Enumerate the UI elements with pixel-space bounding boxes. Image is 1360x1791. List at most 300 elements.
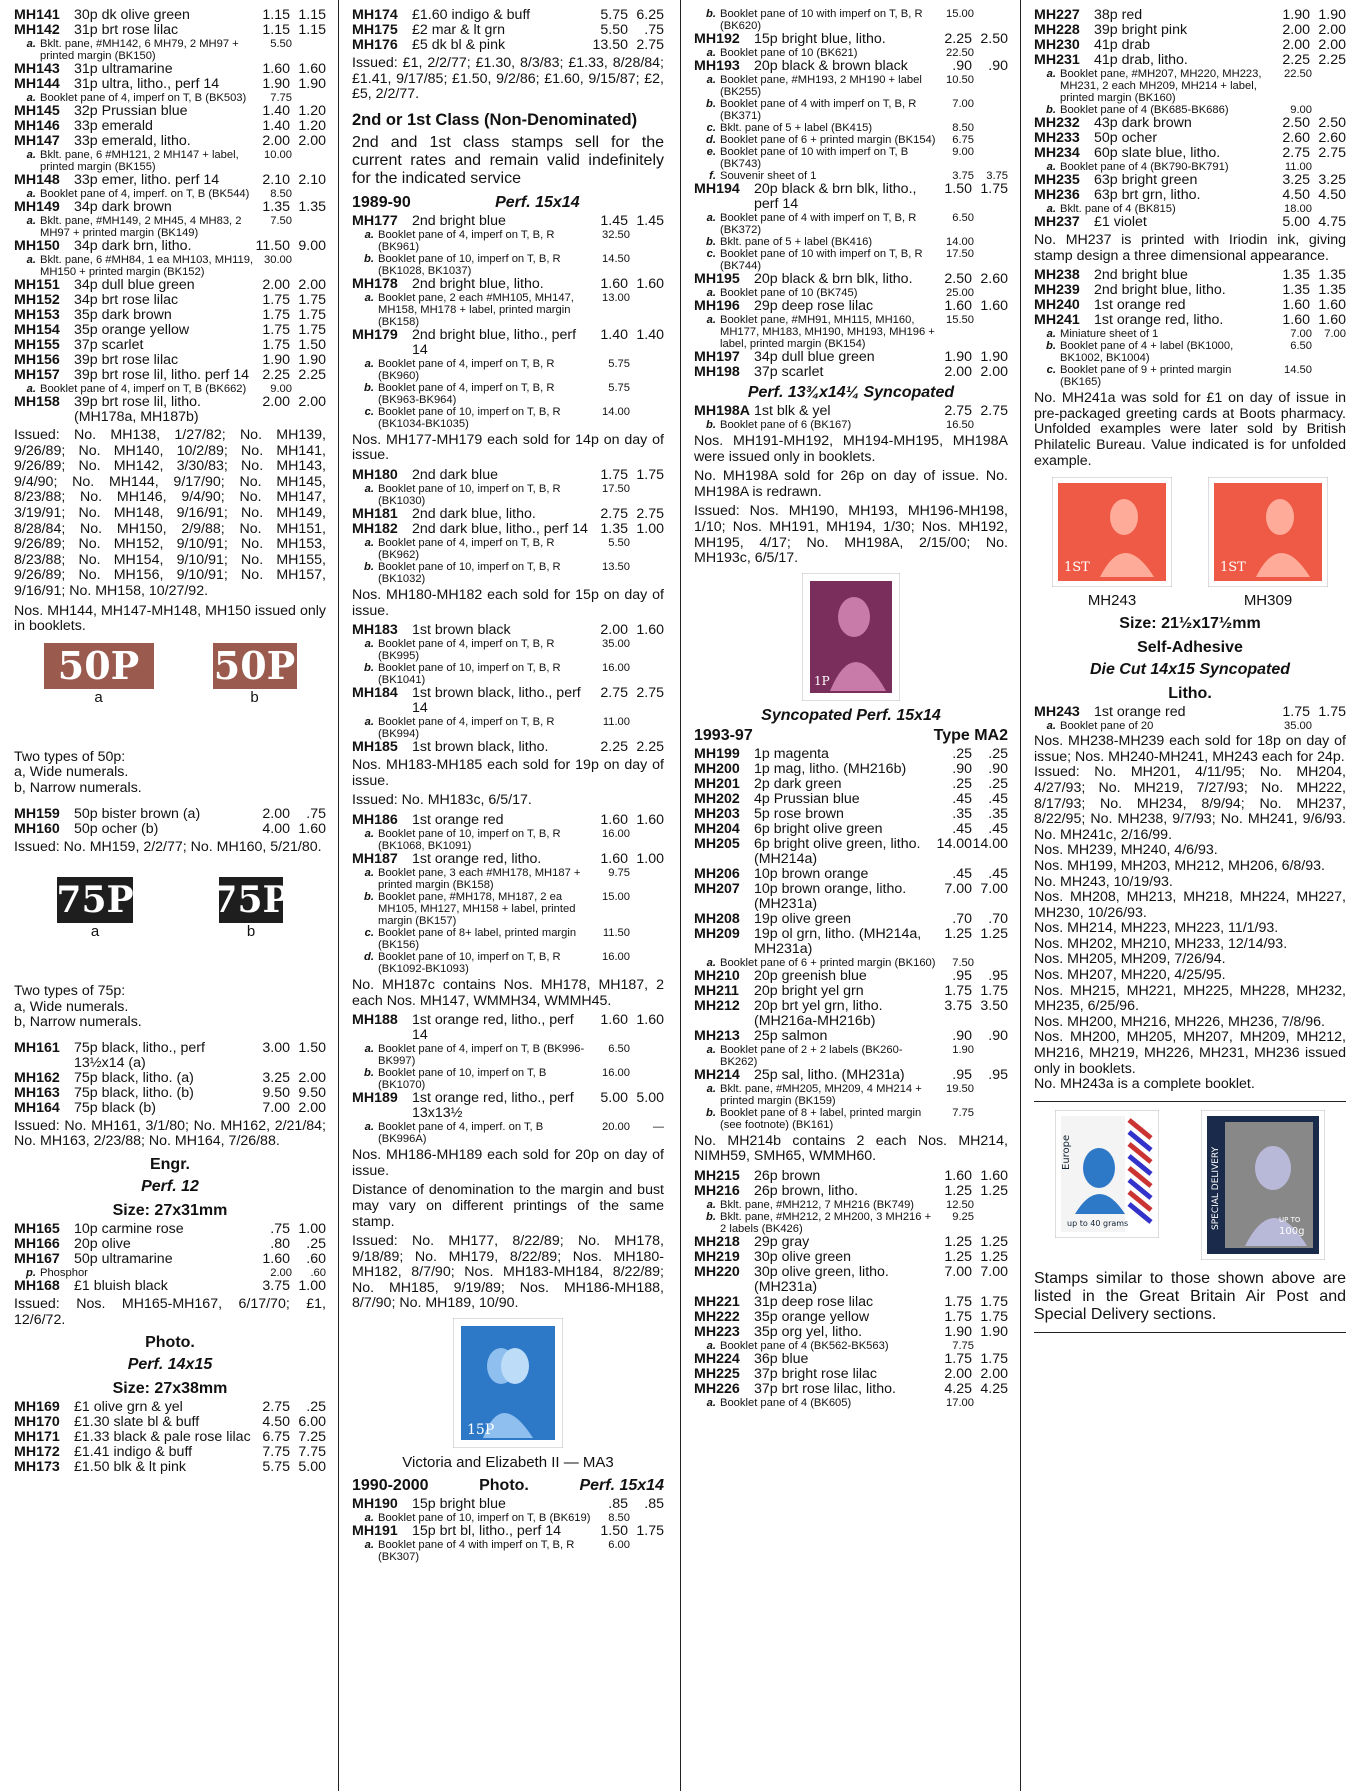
value-unused: 11.50 [602,926,630,939]
value-used [974,957,1008,969]
value-unused: 2.00 [1282,37,1310,53]
note-line: Issued: No. MH201, 4/11/95; No. MH204, 4/27/93; No. MH219, 7/27/93; No. MH222, 8/17/93; No. MH234, 8/9/94; No. MH237, 8/22/95; No. MH238, 9/7/93; No. MH241, 9/6/93. No. MH241c, 2/16/99. [1034,764,1346,843]
note: Nos. MH180-MH182 each sold for 15p on day of issue. [352,586,664,619]
value-unused: 1.75 [944,1293,972,1310]
sub-listing [694,8,1008,32]
value-unused: 35.00 [1284,720,1312,733]
catalog-number: MH163 [14,1084,60,1101]
value-used [974,1044,1008,1068]
value-used: 1.75 [636,1523,664,1540]
issued-note: Issued: No. MH183c, 6/5/17. [352,792,532,809]
listing-desc: £1.33 black & pale rose lilac [74,1429,251,1446]
value-used [974,146,1008,170]
value-unused: 1.60 [600,1012,628,1029]
value-used: 2.10 [298,172,326,188]
value-used: 1.75 [298,292,326,308]
listing-desc: Booklet pane of 4 with imperf on T, B, R (BK372) [720,212,917,236]
value-used [974,74,1008,98]
stamp-listing [694,792,1008,807]
value-used: .85 [644,1496,664,1513]
stamp-listing [14,173,326,188]
stamp-listing [694,1029,1008,1044]
stamp-listing [694,182,1008,212]
column-2 [352,8,664,1783]
stamp-listing [14,77,326,92]
stamp-listing [694,1295,1008,1310]
value-unused: 2.75 [944,403,972,419]
perf-heading: Perf. 14x15 [127,1356,213,1374]
listing-desc: Booklet pane of 10 (BK745) [720,287,858,299]
value-used [1312,68,1346,104]
value-unused: 7.00 [262,1099,290,1116]
stamp-listing [14,1237,326,1252]
perf-heading: Syncopated Perf. 15x14 [761,706,941,724]
sub-letter: c. [706,122,716,134]
stamp-listing [694,1250,1008,1265]
stamp-listing [694,1352,1008,1367]
sub-letter: a. [364,716,374,729]
value-unused: 13.00 [602,291,630,304]
listing-desc: Booklet pane, #MH91, MH115, MH160, MH177, MH183, MH190, MH193, MH196 + label, printed margin (BK154) [720,314,935,350]
value-used [974,212,1008,236]
catalog-number: MH220 [694,1263,740,1280]
stamp-caption: Victoria and Elizabeth II — MA3 [402,1454,614,1472]
value-used: 1.75 [980,1293,1008,1310]
stamp-value: 1ST [1220,560,1246,576]
listing-desc: Booklet pane of 4, imperf on T, B, R (BK995) [378,638,555,663]
value-used [630,662,664,686]
sub-letter: a. [706,74,716,86]
value-used [630,828,664,852]
value-unused: 1.35 [1282,282,1310,299]
listing-desc: Booklet pane of 10 with imperf on T, B (BK743) [720,146,909,170]
listing-desc: Booklet pane of 10, imperf on T, B (BK619) [378,1512,591,1525]
sub-listing [694,1107,1008,1131]
column-4 [1034,8,1346,1783]
value-unused: 14.00 [936,835,972,852]
sub-letter: a. [364,1539,374,1552]
value-used [1312,340,1346,364]
stamp-listing [14,323,326,338]
value-unused: 10.50 [946,74,974,86]
value-used: 1.90 [298,352,326,368]
stamp-listing [694,1382,1008,1397]
stamp-listing [14,353,326,368]
sub-letter: a. [364,827,374,840]
value-used: .60 [310,1267,326,1280]
sub-letter: a. [1046,161,1056,173]
value-unused: 17.50 [602,482,630,495]
catalog-number: MH181 [352,505,398,522]
catalog-number: MH180 [352,466,398,483]
sub-letter: b. [706,98,716,110]
catalog-number: MH239 [1034,282,1080,299]
value-unused: 11.00 [602,716,630,729]
listing-desc: 1st orange red, litho. [1094,312,1224,329]
stamp-listing [14,278,326,293]
value-used: 1.75 [298,307,326,323]
value-used: 3.25 [1318,172,1346,188]
value-used: — [652,1121,664,1134]
catalog-number: MH207 [694,880,740,897]
value-used: 2.00 [1318,37,1346,53]
value-used: 1.60 [636,622,664,639]
value-unused: 1.75 [262,322,290,338]
value-used: 7.00 [1324,328,1346,341]
sub-letter: b. [1046,104,1056,116]
value-used: 1.50 [298,1039,326,1056]
listing-desc: 1p mag, litho. (MH216b) [754,760,907,777]
catalog-number: MH168 [14,1278,60,1295]
note-line: b, Narrow numerals. [14,779,142,796]
value-used: 2.25 [636,739,664,756]
sub-listing [694,1083,1008,1107]
listing-desc: Bklt. pane, 6 #MH84, 1 ea MH103, MH119, MH150 + printed margin (BK152) [40,254,254,278]
stamp-listing [694,1235,1008,1250]
listing-desc: 20p brt yel grn, litho. (MH216a-MH216b) [754,997,883,1029]
sub-listing [352,828,664,852]
value-unused: .90 [952,1027,972,1044]
value-unused: 2.00 [1282,22,1310,38]
value-unused: 8.50 [952,122,974,134]
catalog-number: MH231 [1034,52,1080,68]
listing-desc: 50p ultramarine [74,1251,173,1268]
listing-desc: 63p bright green [1094,172,1198,188]
value-unused: 11.00 [1284,161,1312,173]
value-unused: 1.90 [262,352,290,368]
sub-letter: a. [706,314,716,326]
perf-heading: Die Cut 14x15 Syncopated [1089,661,1291,679]
stamp-listing [14,395,326,425]
listing-desc: Booklet pane of 4, imperf on T, B (BK996-BK997) [378,1043,585,1068]
sub-listing [694,314,1008,350]
value-unused: 5.50 [608,536,630,549]
listing-desc: 1st orange red, litho. [412,850,542,867]
listing-desc: Booklet pane of 10, imperf on T, B, R (BK1068, BK1091) [378,827,561,852]
sub-listing [352,716,664,740]
value-used: 14.00 [972,835,1008,852]
value-unused: 9.00 [270,383,292,395]
value-used [630,1067,664,1091]
value-used: 4.75 [1318,214,1346,230]
sub-letter: a. [26,92,36,104]
stamp-listing [352,1524,664,1539]
value-used [974,8,1008,32]
stamp-listing [694,272,1008,287]
stamp-listing [1034,188,1346,203]
sub-listing [352,891,664,927]
sub-letter: a. [26,188,36,200]
value-used: 2.25 [1318,52,1346,68]
stamp-listing [14,119,326,134]
value-unused: 5.75 [608,381,630,394]
value-unused: 4.50 [1282,187,1310,203]
stamp-listing [14,293,326,308]
value-used: 1.75 [980,1308,1008,1325]
value-used [974,1107,1008,1131]
sub-listing [352,1539,664,1563]
sub-letter: a. [364,1043,374,1056]
listing-desc: Bklt. pane of 5 + label (BK415) [720,122,873,134]
sub-listing [352,1043,664,1067]
value-unused: 1.75 [1282,704,1310,721]
value-unused: 9.00 [952,146,974,158]
value-unused: 1.75 [944,982,972,999]
stamp-listing [14,1101,326,1116]
value-unused: 1.40 [262,118,290,134]
type-label: b [250,688,259,706]
stamp-listing [352,277,664,292]
value-unused: .90 [952,58,972,74]
catalog-number: MH190 [352,1496,398,1513]
value-unused: 14.00 [946,236,974,248]
listing-desc: 1st brown black, litho., perf 14 [412,685,581,717]
value-unused: 15.50 [946,314,974,326]
value-unused: 4.25 [944,1380,972,1397]
listing-desc: 33p emerald [74,118,153,134]
stamp-image-special-delivery [1201,1110,1325,1260]
sub-listing [352,537,664,561]
value-unused: 14.50 [602,252,630,265]
sub-letter: f. [709,170,716,182]
listing-desc: Bklt. pane, #MH205, MH209, 4 MH214 + printed margin (BK159) [720,1082,922,1107]
listing-block [14,807,326,837]
value-used: 1.35 [1318,267,1346,284]
note: Nos. MH191-MH192, MH194-MH195, MH198A were issued only in booklets. [694,433,1008,465]
value-used [974,98,1008,122]
value-used: 1.75 [980,982,1008,999]
catalog-number: MH225 [694,1365,740,1382]
catalog-number: MH202 [694,790,740,807]
value-unused: 3.75 [262,1278,290,1295]
value-used: 1.75 [636,466,664,483]
note: Distance of denomination to the margin and bust may vary on different printings of the same stamp. [352,1182,664,1230]
column-1 [14,8,326,1783]
value-used [630,537,664,561]
stamp-listing [14,1279,326,1294]
catalog-number: MH218 [694,1233,740,1250]
note-line: Nos. MH215, MH221, MH225, MH228, MH232, MH235, 6/25/96. [1034,982,1346,1015]
stamp-listing [694,867,1008,882]
value-unused: 15.00 [946,8,974,20]
listing-desc: 35p orange yellow [754,1308,870,1325]
stamp-listing [694,777,1008,792]
value-used: 1.00 [298,1221,326,1238]
value-unused: 5.00 [600,1090,628,1107]
stamp-listing [14,1445,326,1460]
sub-letter: p. [26,1267,36,1280]
listing-desc: Booklet pane of 8+ label, printed margin (BK156) [378,926,577,951]
value-used: 1.60 [1318,312,1346,329]
catalog-number: MH165 [14,1221,60,1238]
sub-listing [694,419,1008,431]
value-used [292,38,326,62]
listing-block [694,8,1008,380]
listing-desc: Bklt. pane, #MH149, 2 MH45, 4 MH83, 2 MH97 + printed margin (BK149) [40,215,242,239]
listing-desc: 1st orange red [1094,704,1186,721]
value-used: 2.00 [1318,22,1346,38]
listing-desc: 30p olive green [754,1248,852,1265]
catalog-number: MH171 [14,1429,60,1446]
sub-letter: d. [364,950,374,963]
value-unused: 7.00 [1290,328,1312,341]
sub-letter: a. [26,38,36,50]
listing-desc: Booklet pane of 4, imperf on T, B (BK662) [40,383,247,395]
catalog-number: MH159 [14,805,60,822]
sub-letter: a. [1046,203,1056,215]
stamp-listing [694,882,1008,912]
sub-letter: a. [364,638,374,651]
catalog-number: MH158 [14,394,60,410]
catalog-number: MH178 [352,275,398,292]
value-unused: 1.45 [600,212,628,229]
note-line: Nos. MH205, MH209, 7/26/94. [1034,951,1226,968]
value-unused: .35 [952,805,972,822]
value-used [292,149,326,173]
issued-note: Issued: No. MH138, 1/27/82; No. MH139, 9/26/89; No. MH140, 10/2/89; No. MH141, 9/26/89; No. MH142, 3/30/83; No. MH143, 9/4/90; No. MH144, 9/17/90; No. MH145, 8/23/88; No. MH146, 9/4/90; No. MH147, 3/19/91; No. MH148, 9/16/91; No. MH149, 8/28/84; No. MH150, 2/9/88; No. MH151, 9/26/89; No. MH152, 9/10/91; No. MH153, 8/23/88; No. MH154, 9/10/91; No. MH155, 9/26/89; No. MH156, 9/10/91; No. MH157, 9/16/91; No. MH158, 10/27/92. [14,427,326,599]
value-unused: .45 [952,820,972,837]
catalog-number: MH189 [352,1090,398,1107]
listing-desc: 38p red [1094,8,1143,23]
sub-letter: a. [26,254,36,266]
similar-note: Stamps similar to those shown above are listed in the Great Britain Air Post and Special Delivery sections. [1034,1269,1346,1323]
sub-letter: b. [1046,340,1056,353]
stamp-listing [694,822,1008,837]
catalog-number: MH238 [1034,267,1080,284]
listing-desc: 2nd bright blue, litho., perf 14 [412,326,577,358]
catalog-number: MH211 [694,982,739,999]
stamp-listing [14,23,326,38]
value-unused: 16.00 [602,827,630,840]
value-unused: 1.90 [1282,8,1310,23]
value-used: 1.75 [980,181,1008,197]
value-unused: 32.50 [602,228,630,241]
value-unused: 2.00 [262,394,290,410]
listing-desc: Bklt. pane, #MH212, 7 MH216 (BK749) [720,1198,915,1211]
value-unused: 8.50 [608,1512,630,1525]
value-used: 7.00 [980,880,1008,897]
value-unused: .70 [952,910,972,927]
value-used [630,1043,664,1067]
value-used [630,1539,664,1563]
sub-letter: a. [364,357,374,370]
listing-desc: Booklet pane, #MH193, 2 MH190 + label (BK255) [720,74,922,98]
stamp-listing [352,38,664,53]
stamp-service: SPECIAL DELIVERY [1211,1146,1221,1230]
catalog-number: MH173 [14,1459,60,1476]
sub-listing [352,358,664,382]
value-unused: 1.75 [944,1308,972,1325]
size-heading: Size: 21½x17½mm [1119,615,1261,633]
catalog-number: MH184 [352,685,398,702]
stamp-image-mh243 [1052,477,1172,587]
listing-desc: Booklet pane of 10, imperf on T, B, R (BK1041) [378,662,561,687]
catalog-number: MH151 [14,277,60,293]
note-line: Nos. MH208, MH213, MH218, MH224, MH227, MH230, 10/26/93. [1034,889,1346,921]
note: No. MH214b contains 2 each Nos. MH214, NIMH59, SMH65, WMMH60. [694,1132,1008,1165]
sub-letter: a. [1046,328,1056,341]
value-used [974,314,1008,350]
value-used: 1.75 [298,322,326,338]
catalog-number: MH224 [694,1350,740,1367]
stamp-upto: UP TO [1279,1215,1301,1224]
note-line: Two types of 50p: [14,748,126,765]
value-unused: 2.00 [600,622,628,639]
catalog-number: MH204 [694,820,740,837]
sub-listing [694,248,1008,272]
listing-desc: 34p dull blue green [754,349,875,365]
stamp-images-europe-special [1034,1110,1346,1260]
listing-desc: 1st orange red [1094,297,1186,314]
listing-desc: Booklet pane of 4 + label (BK1000, BK1002, BK1004) [1060,340,1234,365]
sub-listing [1034,68,1346,104]
value-unused: 14.50 [1284,364,1312,377]
column-3 [694,8,1008,1783]
numeral-50p-narrow: 50P [213,643,296,689]
sub-listing [1034,328,1346,340]
listing-desc: 35p dark brown [74,307,172,323]
sub-listing [352,1121,664,1145]
listing-desc: Booklet pane of 6 + printed margin (BK160) [720,956,936,969]
value-used: 1.15 [298,8,326,23]
sub-letter: b. [706,8,716,20]
value-unused: 4.00 [262,820,290,837]
listing-desc: 50p bister brown (a) [74,805,201,822]
sub-listing [352,483,664,507]
catalog-number: MH183 [352,622,398,639]
listing-block [352,813,664,975]
value-used: 2.75 [1318,145,1346,161]
stamp-listing [694,299,1008,314]
value-used [974,1211,1008,1235]
catalog-number: MH185 [352,739,398,756]
sub-letter: b. [364,662,374,675]
listing-desc: 2p dark green [754,775,842,792]
note-line: Two types of 75p: [14,983,126,1000]
value-used: 5.00 [636,1090,664,1107]
sub-letter: b. [364,381,374,394]
value-unused: .90 [952,760,972,777]
value-unused: 2.25 [262,367,290,383]
numeral-75p-narrow: 75P [212,879,290,922]
stamp-listing [694,1068,1008,1083]
value-unused: 3.75 [944,997,972,1014]
sub-letter: c. [364,926,374,939]
sub-listing [352,867,664,891]
value-used: .70 [988,910,1008,927]
types-note [14,750,326,797]
catalog-number: MH156 [14,352,60,368]
value-used: 1.25 [980,1182,1008,1199]
catalog-number: MH222 [694,1308,740,1325]
value-unused: 1.90 [262,76,290,92]
value-unused: 2.00 [262,133,290,149]
stamp-listing [1034,298,1346,313]
sub-letter: a. [1046,68,1056,80]
catalog-number: MH142 [14,22,60,38]
listing-desc: 37p bright rose lilac [754,1365,878,1382]
stamp-listing [352,522,664,537]
value-unused: 17.00 [946,1396,974,1409]
listing-desc: 75p black (b) [74,1099,157,1116]
value-used: .95 [988,1066,1008,1083]
value-used: 1.40 [636,326,664,343]
sub-listing [694,146,1008,170]
stamp-listing [694,404,1008,419]
listing-desc: 20p greenish blue [754,967,867,984]
stamp-listing [1034,23,1346,38]
catalog-number: MH213 [694,1027,740,1044]
